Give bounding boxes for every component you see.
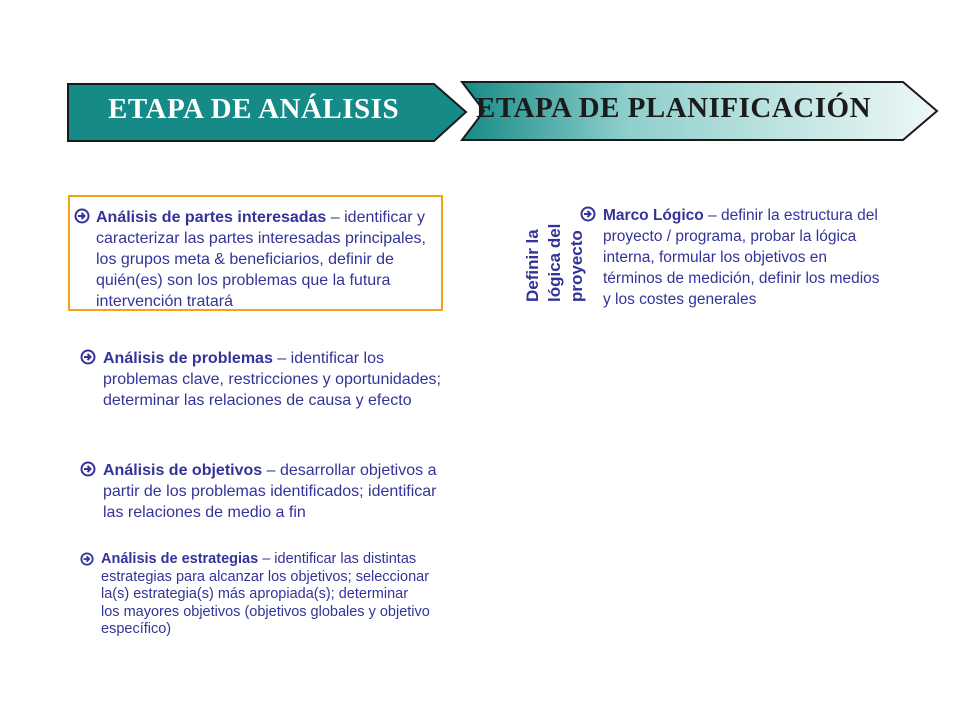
arrow-circle-right-icon bbox=[580, 206, 596, 222]
list-item-problems bbox=[80, 348, 456, 411]
list-item-objectives bbox=[80, 460, 456, 523]
item-heading: Análisis de partes interesadas bbox=[96, 209, 327, 226]
planning-stage-title: ETAPA DE PLANIFICACIÓN bbox=[476, 92, 872, 124]
vertical-label-line: lógica del bbox=[545, 223, 564, 302]
list-item-logframe bbox=[580, 205, 880, 310]
item-heading: Marco Lógico bbox=[603, 207, 704, 224]
list-item-stakeholders bbox=[74, 207, 442, 312]
analysis-stage-title: ETAPA DE ANÁLISIS bbox=[108, 93, 400, 125]
vertical-section-label bbox=[522, 192, 588, 302]
item-body: – definir la estructura del proyecto / programa, probar la lógica interna, formular los objetivos en términos de medición, definir los medios y los costes generales bbox=[603, 207, 880, 308]
item-body: – desarrollar objetivos a partir de los problemas identificados; identificar las relaciones de medio a fin bbox=[103, 462, 437, 521]
banner-graphic bbox=[0, 0, 960, 160]
item-body: – identificar las distintas estrategias para alcanzar los objetivos; seleccionar la(s) estrategia(s) más apropiada(s); determinar los mayores objetivos (objetivos globales y objetivo específico) bbox=[101, 551, 430, 637]
item-heading: Análisis de problemas bbox=[103, 350, 273, 367]
arrow-circle-right-icon bbox=[80, 461, 96, 477]
arrow-circle-right-icon bbox=[80, 552, 94, 566]
item-body: – identificar los problemas clave, restricciones y oportunidades; determinar las relaciones de causa y efecto bbox=[103, 350, 441, 409]
item-heading: Análisis de estrategias bbox=[101, 551, 259, 567]
list-item-strategies bbox=[80, 551, 430, 639]
arrow-circle-right-icon bbox=[80, 349, 96, 365]
vertical-label-line: proyecto bbox=[567, 230, 586, 302]
vertical-label-line: Definir la bbox=[523, 229, 542, 302]
arrow-circle-right-icon bbox=[74, 208, 90, 224]
item-heading: Análisis de objetivos bbox=[103, 462, 263, 479]
item-body: – identificar y caracterizar las partes interesadas principales, los grupos meta & beneficiarios, definir de quién(es) son los problemas que la futura intervención tratará bbox=[96, 209, 426, 310]
